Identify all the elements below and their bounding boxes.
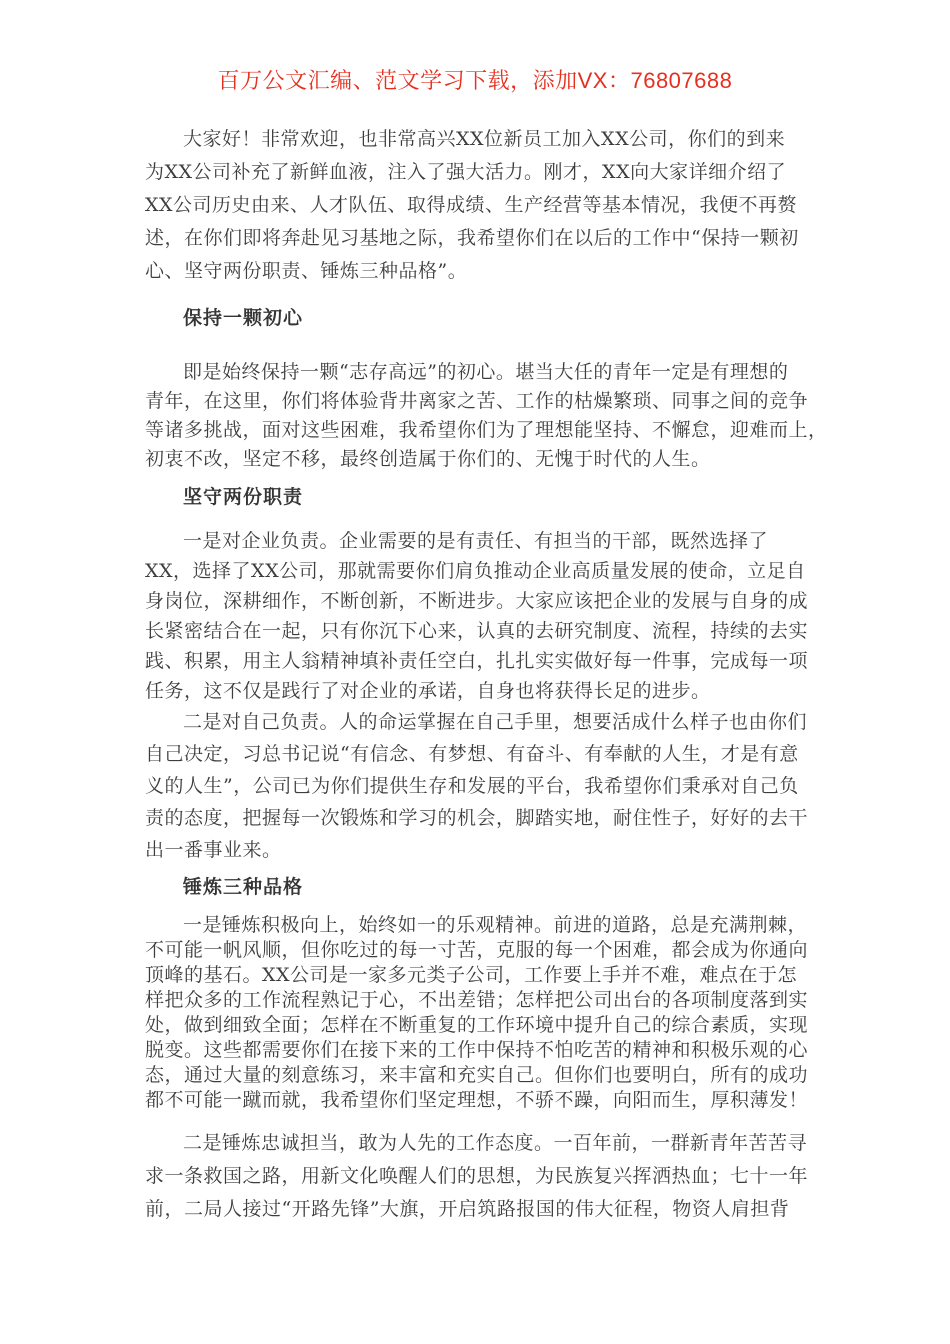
text-line: 样把众多的工作流程熟记于心，不出差错；怎样把公司出台的各项制度落到实 <box>145 989 809 1011</box>
text-line: 一是对企业负责。企业需要的是有责任、有担当的干部，既然选择了 <box>183 530 769 552</box>
text-line: 出一番事业来。 <box>145 839 282 861</box>
document-body <box>145 123 828 1226</box>
paragraph-loyalty-and-courage <box>145 1127 817 1226</box>
text-line: 长紧密结合在一起，只有你沉下心来，认真的去研究制度、流程，持续的去实 <box>145 620 809 642</box>
text-line: 脱变。这些都需要你们在接下来的工作中保持不怕吃苦的精神和积极乐观的心 <box>145 1039 809 1061</box>
text-line: 青年，在这里，你们将体验背井离家之苦、工作的枯燥繁琐、同事之间的竞争 <box>145 390 809 412</box>
text-line: 求一条救国之路，用新文化唤醒人们的思想，为民族复兴挥洒热血；七十一年 <box>145 1165 809 1187</box>
promo-watermark-text: 百万公文汇编、范文学习下载，添加VX：76807688 <box>217 68 733 93</box>
text-line: 初衷不改，坚定不移，最终创造属于你们的、无愧于时代的人生。 <box>145 448 711 470</box>
paragraph-optimistic-spirit <box>145 913 817 1113</box>
text-line: 处，做到细致全面；怎样在不断重复的工作环境中提升自己的综合素质，实现 <box>145 1014 809 1036</box>
text-line: 大家好！非常欢迎，也非常高兴XX位新员工加入XX公司，你们的到来 <box>183 128 786 150</box>
section-heading-two-responsibilities: 坚守两份职责 <box>183 486 304 508</box>
paragraph-responsibility-to-company <box>145 526 817 706</box>
paragraph-intro <box>145 123 817 288</box>
paragraph-section1 <box>145 358 828 474</box>
text-line: 即是始终保持一颗“志存高远”的初心。堪当大任的青年一定是有理想的 <box>183 361 789 383</box>
text-line: 为XX公司补充了新鲜血液，注入了强大活力。刚才，XX向大家详细介绍了 <box>145 161 787 183</box>
section-heading-three-qualities: 锤炼三种品格 <box>183 876 304 898</box>
paragraph-responsibility-to-self <box>145 706 817 866</box>
text-line: 等诸多挑战，面对这些困难，我希望你们为了理想能坚持、不懈怠，迎难而上， <box>145 419 828 441</box>
text-line: 态，通过大量的刻意练习，来丰富和充实自己。但你们也要明白，所有的成功 <box>145 1064 809 1086</box>
text-line: 二是锤炼忠诚担当，敢为人先的工作态度。一百年前，一群新青年苦苦寻 <box>183 1132 808 1154</box>
text-line: 一是锤炼积极向上，始终如一的乐观精神。前进的道路，总是充满荆棘， <box>183 914 808 936</box>
text-line: 任务，这不仅是践行了对企业的承诺，自身也将获得长足的进步。 <box>145 680 711 702</box>
text-line: 义的人生”，公司已为你们提供生存和发展的平台，我希望你们秉承对自己负 <box>145 775 799 797</box>
text-line: 践、积累，用主人翁精神填补责任空白，扎扎实实做好每一件事，完成每一项 <box>145 650 809 672</box>
text-line: XX公司历史由来、人才队伍、取得成绩、生产经营等基本情况，我便不再赘 <box>145 194 798 216</box>
text-line: 自己决定，习总书记说“有信念、有梦想、有奋斗、有奉献的人生，才是有意 <box>145 743 799 765</box>
text-line: 二是对自己负责。人的命运掌握在自己手里，想要活成什么样子也由你们 <box>183 711 808 733</box>
text-line: 不可能一帆风顺，但你吃过的每一寸苦，克服的每一个困难，都会成为你通向 <box>145 939 809 961</box>
text-line: XX，选择了XX公司，那就需要你们肩负推动企业高质量发展的使命，立足自 <box>145 560 806 582</box>
text-line: 前，二局人接过“开路先锋”大旗，开启筑路报国的伟大征程，物资人肩担背 <box>145 1198 790 1220</box>
text-line: 都不可能一蹴而就，我希望你们坚定理想，不骄不躁，向阳而生，厚积薄发！ <box>145 1089 809 1111</box>
text-line: 顶峰的基石。XX公司是一家多元类子公司，工作要上手并不难，难点在于怎 <box>145 964 798 986</box>
text-line: 身岗位，深耕细作，不断创新，不断进步。大家应该把企业的发展与自身的成 <box>145 590 809 612</box>
text-line: 述，在你们即将奔赴见习基地之际，我希望你们在以后的工作中“保持一颗初 <box>145 227 799 249</box>
section-heading-keep-original-aspiration: 保持一颗初心 <box>183 307 304 329</box>
text-line: 责的态度，把握每一次锻炼和学习的机会，脚踏实地，耐住性子，好好的去干 <box>145 807 809 829</box>
text-line: 心、坚守两份职责、锤炼三种品格”。 <box>145 260 468 282</box>
